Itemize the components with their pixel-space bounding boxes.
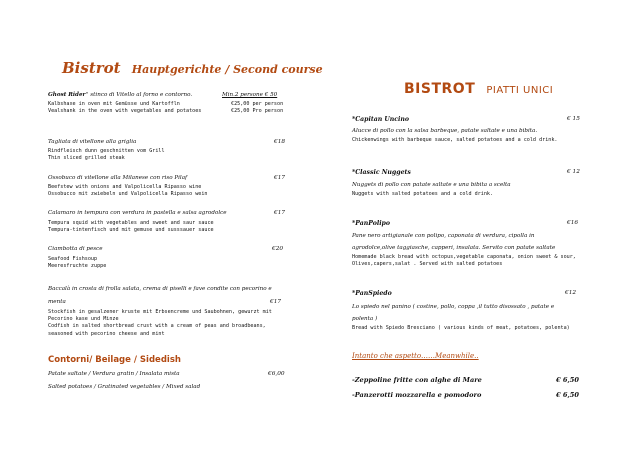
desc-line: Ossobucco mit zwiebeln und Valpolicella Ripasso wein	[48, 191, 208, 198]
contorni-price: €6,00	[268, 371, 285, 377]
item-title-strong: Ghost Rider	[48, 92, 86, 98]
desc-line: Chickenwings with barbeque sauce, salted potatoes and a cold drink.	[352, 137, 558, 143]
item-desc	[352, 137, 557, 144]
item-desc	[352, 191, 493, 198]
contorni-line: Salted potatoes / Gratinated vegetables / Mixed salad	[48, 384, 201, 390]
desc-line: Rindfleisch dunn geschnitten vom Grill	[48, 148, 165, 154]
menu-item-title	[48, 92, 192, 98]
menu-item-title: Baccalà in crosta di frolla salata, crema di piselli e fave condite con pecorino e	[48, 286, 272, 292]
item-desc-it: Pane nero artigianale con polipo, caponata di verdura, cipolla in	[352, 233, 535, 239]
menu-item-title: *PanSpiedo	[352, 290, 392, 297]
menu-item-title: Ossobuco di vitellone alla Milanese con riso Pilaf	[48, 175, 188, 181]
contorni-title: Contorni/ Beilage / Sidedish	[48, 355, 181, 365]
desc-line: Codfish in salted shortbread crust with a cream of peas and broadbeans,	[48, 323, 266, 330]
sub-price: €25,00 Pro person	[231, 108, 284, 115]
right-header	[404, 78, 553, 97]
item-price: €17	[270, 299, 282, 305]
item-sub-prices	[231, 101, 283, 115]
item-desc-it: Lo spiedo nel panino ( costine, pollo, coppa ,il tutto disossato , patate e	[352, 304, 555, 310]
desc-line: Tempura squid with vegetables and sweet and saur sauce	[48, 220, 214, 226]
left-subtitle: Hauptgerichte / Second course	[131, 63, 323, 76]
desc-line: Bread with Spiedo Bresciano ( various kinds of meat, potatoes, polenta)	[352, 325, 570, 331]
right-subtitle: PIATTI UNICI	[486, 85, 554, 96]
desc-line: Homemade black bread with octopus,vegetable caponata, onion sweet & sour,	[352, 254, 576, 260]
item-title-rest: '' stinco di Vitello al forno e contorno.	[85, 92, 193, 98]
left-brand: Bistrot	[62, 59, 121, 77]
item-price: € 15	[567, 116, 580, 122]
desc-line: Kalbshaxe in oven mit Gemüsse und Kartoffln	[48, 101, 180, 107]
item-desc	[48, 309, 272, 338]
item-note: Min.2 persone € 50	[222, 92, 278, 98]
item-price: €18	[274, 139, 286, 145]
menu-item-title: *PanPolipo	[352, 220, 390, 227]
meanwhile-heading: Intanto che aspetto……Meanwhile..	[352, 352, 479, 360]
menu-item-title: *Capitan Uncino	[352, 116, 410, 123]
desc-line: Meeresfruchte zuppe	[48, 263, 107, 270]
desc-line: Thin sliced grilled steak	[48, 155, 125, 162]
item-price: €16	[567, 220, 579, 226]
desc-line: Pecorino kase und Minze	[48, 316, 119, 323]
desc-line: Olives,capers,salat . Served with salted potatoes	[352, 261, 503, 268]
item-desc-it: Nuggets di pollo con patate saltate e una bibita a scelta	[352, 182, 511, 188]
item-desc	[48, 184, 207, 198]
menu-item-title: Tagliata di vitellone alla griglia	[48, 139, 137, 145]
extra-item: -Zeppoline fritte con alghe di Mare	[352, 376, 482, 384]
right-brand: BISTROT	[404, 81, 476, 97]
left-header	[62, 58, 323, 77]
menu-item-title: *Classic Nuggets	[352, 169, 411, 176]
contorni-line: Patate saltate / Verdura gratin / Insalata mista	[48, 371, 180, 377]
extra-price: € 6,50	[556, 391, 579, 399]
desc-line: Stockfish in gesalzener kruste mit Erbsencreme und Saubohnen, gewurzt mit	[48, 309, 272, 315]
menu-item-title-cont: menta	[48, 299, 66, 305]
item-desc	[48, 101, 201, 115]
sub-price: €25,00 per person	[231, 101, 284, 107]
desc-line: Tempura-tintenfisch und mit gemuse und susssauer sauce	[48, 227, 214, 234]
menu-item-title: Calamaro in tempura con verdura in pastella e salsa agrodolce	[48, 210, 227, 216]
item-desc	[48, 148, 165, 162]
desc-line: Nuggets with salted potatoes and a cold drink.	[352, 191, 494, 197]
desc-line: Seafood Fishsoup	[48, 256, 98, 262]
extra-item: -Panzerotti mozzarella e pomodoro	[352, 391, 482, 399]
desc-line: Beefstew with onions and Valpolicella Ripasso wine	[48, 184, 202, 190]
item-desc-it: polenta )	[352, 316, 378, 322]
desc-line: seasoned with pecorino cheese and mint	[48, 330, 165, 337]
extra-price: € 6,50	[556, 376, 579, 384]
item-desc-it: agrodolce,olive taggiasche, capperi, insalata. Servito con patate saltate	[352, 245, 556, 251]
menu-item-title: Ciambotta di pesce	[48, 246, 103, 252]
item-price: €20	[272, 246, 284, 252]
item-price: €12	[565, 290, 577, 296]
item-price: €17	[274, 210, 286, 216]
item-desc	[48, 220, 214, 234]
desc-line: Vealshank in the oven with vegetables and potatoes	[48, 108, 202, 115]
item-desc-it: Alucce di pollo con la salsa barbeque, patate saltate e una bibita.	[352, 128, 538, 134]
item-price: € 12	[567, 169, 580, 175]
item-desc	[352, 254, 576, 268]
item-desc	[48, 256, 106, 270]
item-desc	[352, 325, 570, 332]
item-price: €17	[274, 175, 286, 181]
